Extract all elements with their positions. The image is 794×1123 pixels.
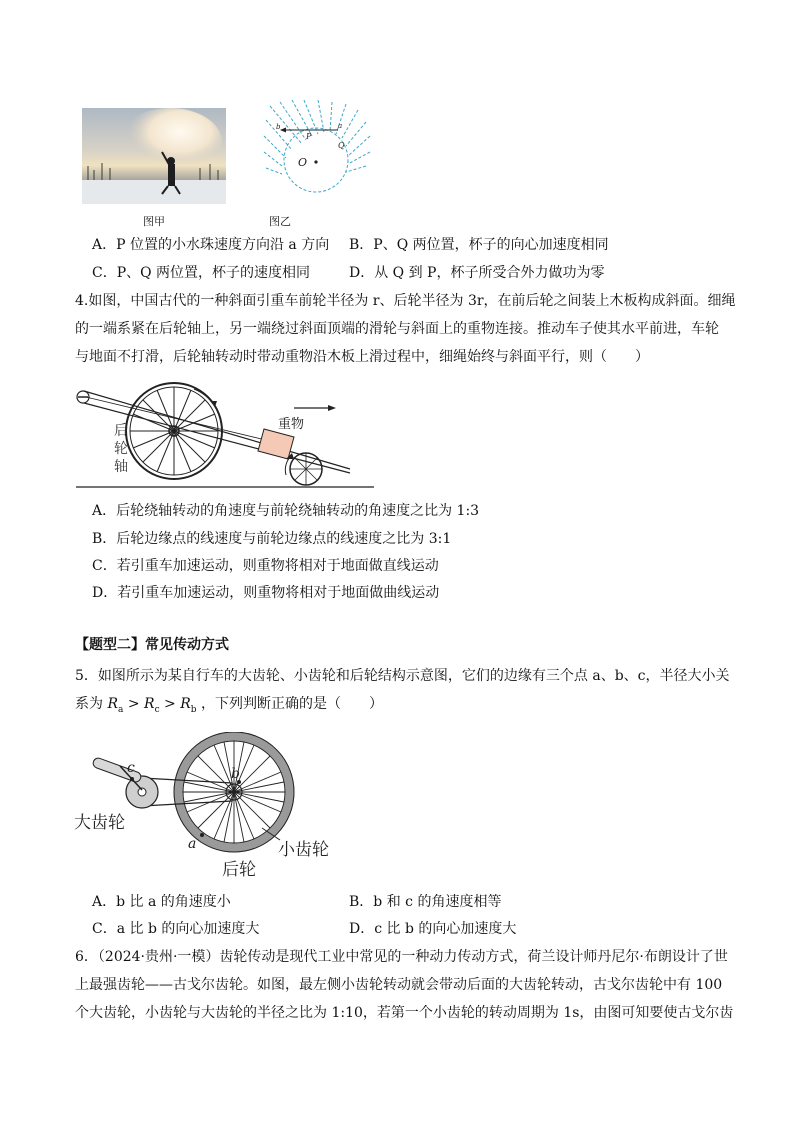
weight-label: 重物 bbox=[278, 417, 305, 432]
label-b-bike: b bbox=[231, 766, 240, 782]
r-a-symbol: R bbox=[107, 696, 118, 712]
water-throw-photo bbox=[82, 108, 226, 204]
q3-option-a[interactable]: A．P 位置的小水珠速度方向沿 a 方向 bbox=[92, 237, 330, 253]
label-c: c bbox=[127, 760, 135, 776]
label-p: P bbox=[306, 132, 312, 141]
photo-scene-illustration bbox=[82, 108, 226, 204]
big-gear-label: 大齿轮 bbox=[74, 813, 125, 833]
q5-line-2-prefix: 系为 bbox=[75, 696, 103, 712]
r-b-symbol: R bbox=[180, 696, 191, 712]
figure-b-caption: 图乙 bbox=[269, 215, 291, 228]
circular-motion-diagram bbox=[262, 100, 372, 210]
rear-label-1: 后 bbox=[114, 423, 128, 439]
r-b-sub: b bbox=[190, 704, 197, 715]
figure-a-caption: 图甲 bbox=[143, 215, 165, 228]
q4-option-d[interactable]: D．若引重车加速运动，则重物将相对于地面做曲线运动 bbox=[92, 585, 440, 601]
q4-line-2: 的一端系紧在后轮轴上，另一端绕过斜面顶端的滑轮与斜面上的重物连接。推动车子使其水平前进，车轮 bbox=[75, 321, 719, 337]
q6-line-2: 上最强齿轮——古戈尔齿轮。如图，最左侧小齿轮转动就会带动后面的大齿轮转动，古戈尔齿轮中有 100 bbox=[75, 977, 723, 993]
rear-label-2: 轮 bbox=[114, 441, 128, 457]
gt-1: > bbox=[123, 696, 145, 712]
r-a-sub: a bbox=[118, 704, 124, 715]
r-c-symbol: R bbox=[144, 696, 155, 712]
q5-option-a[interactable]: A．b 比 a 的角速度小 bbox=[92, 894, 231, 910]
label-a: a bbox=[338, 122, 343, 130]
incline-cart-diagram bbox=[74, 375, 384, 495]
section-title: 【题型二】常见传动方式 bbox=[75, 637, 229, 653]
gt-2: > bbox=[159, 696, 181, 712]
q4-line-1: 4.如图，中国古代的一种斜面引重车前轮半径为 r、后轮半径为 3r，在前后轮之间装上木板构成斜面。细绳 bbox=[75, 293, 736, 309]
q5-line-2-suffix: ，下列判断正确的是（ ） bbox=[201, 696, 384, 712]
label-q: Q bbox=[338, 141, 345, 150]
q4-option-a[interactable]: A．后轮绕轴转动的角速度与前轮绕轴转动的角速度之比为 1:3 bbox=[92, 503, 480, 519]
label-o: O bbox=[298, 156, 308, 169]
label-a-bike: a bbox=[188, 836, 197, 852]
rear-wheel-label: 后轮 bbox=[222, 860, 256, 880]
q5-line-2 bbox=[75, 694, 725, 720]
label-b: b bbox=[276, 123, 281, 131]
rear-wheel-bike bbox=[174, 732, 294, 852]
q6-line-3: 个大齿轮，小齿轮与大齿轮的半径之比为 1:10，若第一个小齿轮的转动周期为 1s，由图可知要使古戈尔齿 bbox=[75, 1005, 734, 1021]
q3-option-d[interactable]: D．从 Q 到 P，杯子所受合外力做功为零 bbox=[349, 265, 605, 281]
r-c-sub: c bbox=[154, 704, 160, 715]
rear-label-3: 轴 bbox=[114, 459, 128, 475]
q4-option-b[interactable]: B．后轮边缘点的线速度与前轮边缘点的线速度之比为 3:1 bbox=[92, 531, 452, 547]
q4-line-3: 与地面不打滑，后轮轴转动时带动重物沿木板上滑过程中，细绳始终与斜面平行，则（ ） bbox=[75, 349, 649, 365]
q4-option-c[interactable]: C．若引重车加速运动，则重物将相对于地面做直线运动 bbox=[92, 558, 439, 574]
q6-line-1: 6．（2024·贵州·一模）齿轮传动是现代工业中常见的一种动力传动方式，荷兰设计师丹尼尔·布朗设计了世 bbox=[75, 949, 728, 965]
q3-option-b[interactable]: B．P、Q 两位置，杯子的向心加速度相同 bbox=[349, 237, 609, 253]
q5-line-1: 5．如图所示为某自行车的大齿轮、小齿轮和后轮结构示意图，它们的边缘有三个点 a、b、c，半径大小关 bbox=[75, 668, 730, 684]
q5-option-c[interactable]: C．a 比 b 的向心加速度大 bbox=[92, 921, 260, 937]
q3-option-c[interactable]: C．P、Q 两位置，杯子的速度相同 bbox=[92, 265, 311, 281]
small-gear-label: 小齿轮 bbox=[278, 840, 329, 860]
bicycle-gear-diagram bbox=[72, 732, 342, 882]
q5-option-d[interactable]: D．c 比 b 的向心加速度大 bbox=[349, 921, 517, 937]
q5-option-b[interactable]: B．b 和 c 的角速度相等 bbox=[349, 894, 502, 910]
